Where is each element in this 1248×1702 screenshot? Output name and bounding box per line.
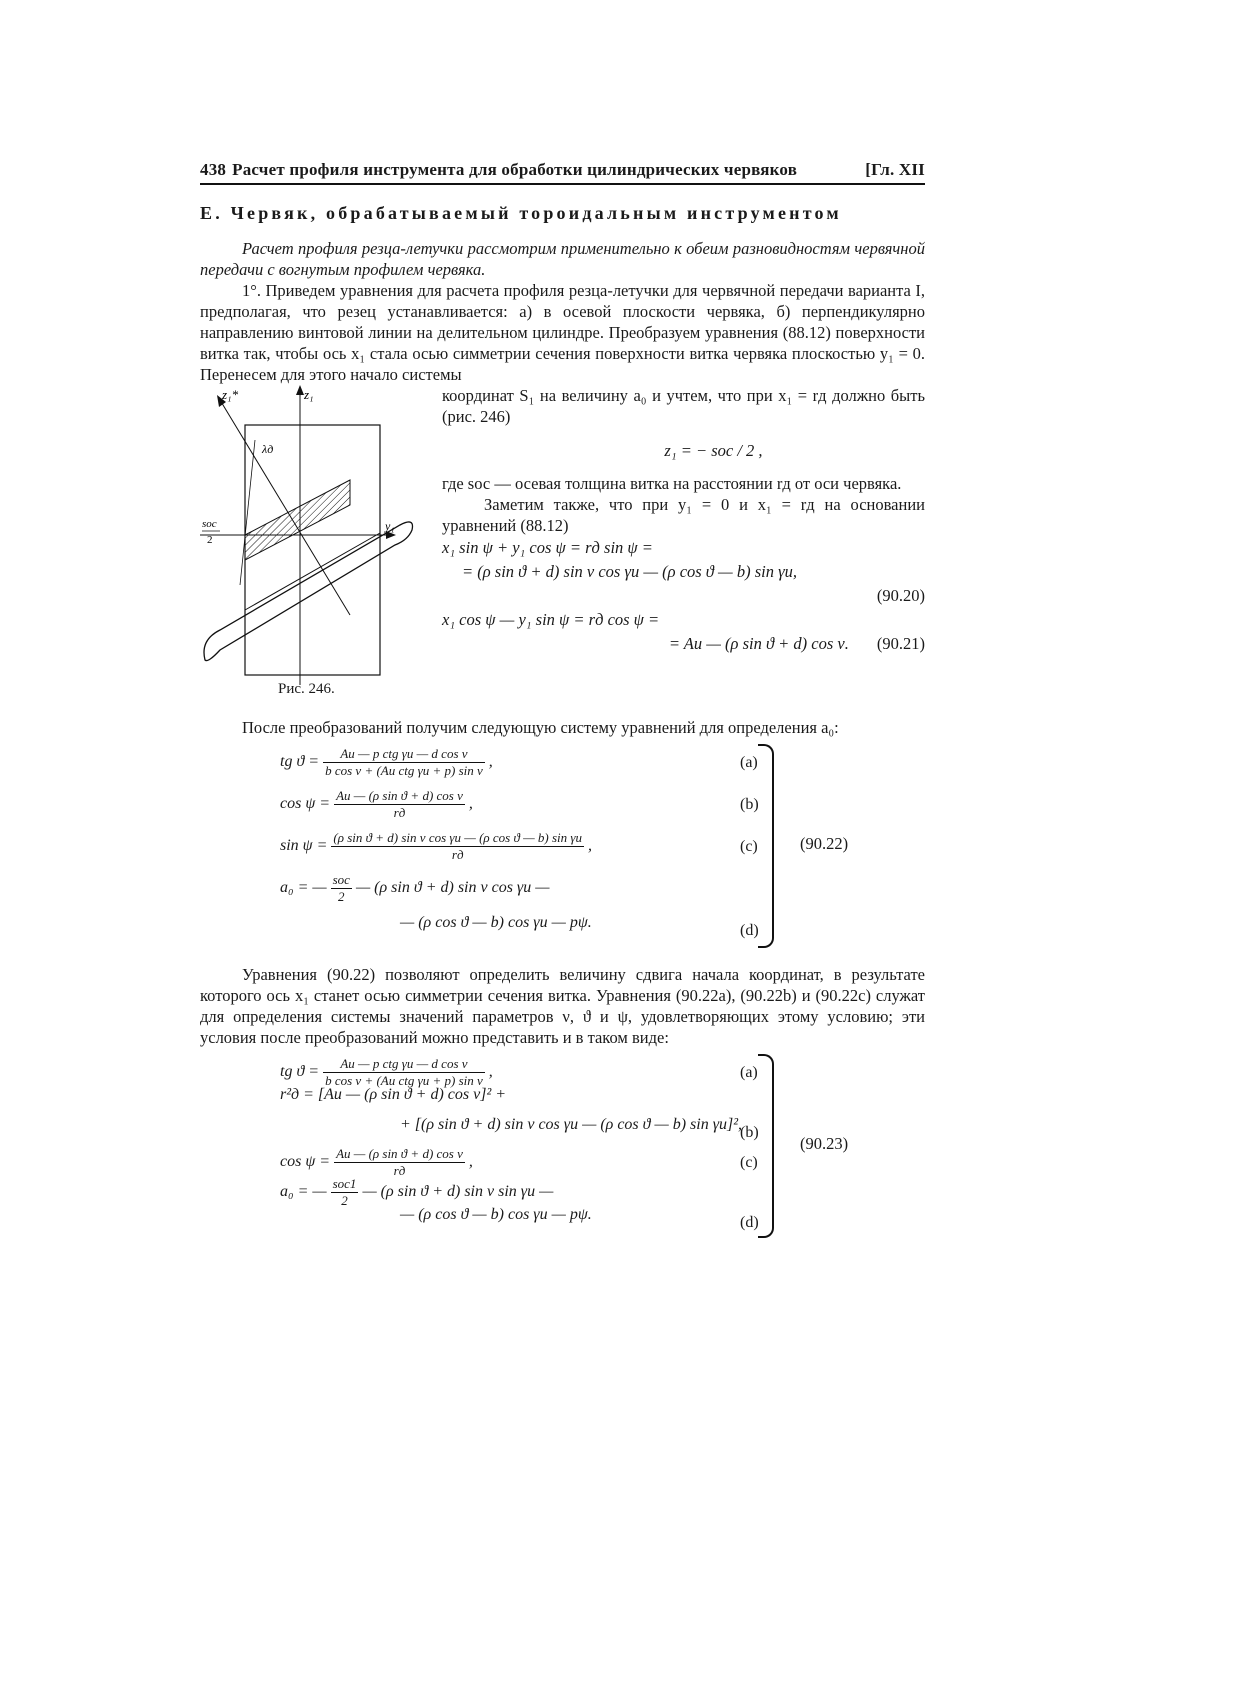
figure-block xyxy=(200,385,925,707)
fraction-denominator: rд xyxy=(393,805,406,820)
eq-90-20-line1: x₁ sin ψ + y₁ cos ψ = rд sin ψ = xyxy=(442,538,653,557)
fraction-numerator: (ρ sin ϑ + d) sin ν cos γи — (ρ cos ϑ — b) sin γи xyxy=(333,830,583,845)
equation-lhs: cos ψ = xyxy=(280,1153,335,1171)
equation-label: (a) xyxy=(740,754,758,771)
equation-tail: , xyxy=(464,1153,473,1171)
system-brace xyxy=(758,744,774,948)
label-lambda: λд xyxy=(262,442,274,456)
equation-lhs: tg ϑ = xyxy=(280,1063,324,1081)
system-row xyxy=(200,1054,760,1088)
system-row xyxy=(200,1144,760,1178)
worm-section-rect xyxy=(245,425,380,675)
fraction-numerator: sос1 xyxy=(332,1176,357,1191)
system-number: (90.22) xyxy=(800,834,849,853)
equation-label: (d) xyxy=(740,922,759,939)
intro-paragraph: Расчет профиля резца-летучки рассмотрим применительно к обеим разновидностям червячной передачи с вогнутым профилем червяка. xyxy=(200,239,925,279)
equation-label: (d) xyxy=(740,1214,759,1231)
system-row xyxy=(200,912,760,954)
fraction-denominator: rд xyxy=(451,847,464,862)
fraction-numerator: Aи — p ctg γи — d cos ν xyxy=(323,746,485,763)
equation-fraction xyxy=(331,830,584,863)
equation-lhs: a₀ = — xyxy=(280,1183,331,1201)
equation-tail: , xyxy=(464,795,473,813)
equation-fraction xyxy=(334,788,465,821)
equation-system-90-23 xyxy=(200,1054,925,1244)
eq-z1: z₁ = − sос / 2 , xyxy=(664,441,763,460)
fraction-numerator: Aи — p ctg γи — d cos ν xyxy=(323,1056,485,1073)
eq-90-20-number: (90.20) xyxy=(876,586,925,605)
page-number: 438 xyxy=(200,160,227,179)
running-title: Расчет профиля инструмента для обработки цилиндрических червяков xyxy=(232,160,798,179)
label-z1-star: z₁* xyxy=(222,387,239,402)
system-row xyxy=(200,870,760,912)
figure-246 xyxy=(200,385,430,695)
system-row xyxy=(200,744,760,786)
z1-arrow xyxy=(296,385,304,395)
equation-lhs: r²д = xyxy=(280,1086,318,1103)
paragraph-1: 1°. Приведем уравнения для расчета профиля резца-летучки для червячной передачи варианта I, предполагая, что резец устанавливается: а) в осевой плоскости червяка, б) перпендикулярно направлению винтовой линии на делительном цилиндре. Преобразуем уравнения (88.12) поверхности витка так, чтобы ось x₁ стала осью симметрии сечения поверхности витка червяка плоскостью y₁ = 0. Перенесем для этого начало системы xyxy=(200,281,925,384)
system-row xyxy=(200,828,760,870)
right-text-1: координат S₁ на величину a₀ и учтем, что при x₁ = rд должно быть (рис. 246) xyxy=(442,386,925,426)
label-two: 2 xyxy=(207,534,213,546)
equation-label: (c) xyxy=(740,1154,758,1171)
equation-system-90-22 xyxy=(200,744,925,956)
equation-tail: — (ρ cos ϑ — b) cos γи — pψ. xyxy=(400,1206,592,1223)
label-z1: z₁ xyxy=(304,387,314,402)
equation-tail: , xyxy=(484,1063,493,1081)
chapter-ref: [Гл. XII xyxy=(865,160,925,179)
section-title: Е. Червяк, обрабатываемый тороидальным инструментом xyxy=(200,203,842,223)
equation-label: (a) xyxy=(740,1064,758,1081)
eq-90-20-line2: = (ρ sin ϑ + d) sin ν cos γи — (ρ cos ϑ — b) sin γи, xyxy=(462,562,797,581)
system-row xyxy=(200,1084,760,1114)
equation-label: (c) xyxy=(740,838,758,855)
system-number: (90.23) xyxy=(800,1134,849,1153)
equation-lhs: cos ψ = xyxy=(280,795,335,813)
system-row xyxy=(200,1204,760,1234)
paragraph-2: После преобразований получим следующую систему уравнений для определения a₀: xyxy=(242,718,839,737)
fraction-denominator: 2 xyxy=(341,1193,348,1208)
aux-line xyxy=(240,440,255,585)
system-row xyxy=(200,1174,760,1208)
paragraph-3: Уравнения (90.22) позволяют определить величину сдвига начала координат, в результате которого ось x₁ станет осью симметрии сечения витка. Уравнения (90.22a), (90.22b) и (90.22c) служат для определения системы значений параметров ν, ϑ и ψ, удовлетворяющих этому условию; эти условия после преобразований можно представить и в таком виде: xyxy=(200,965,925,1047)
eq-90-21-line1: x₁ cos ψ — y₁ sin ψ = rд cos ψ = xyxy=(442,610,660,629)
equation-lhs: tg ϑ = xyxy=(280,753,324,771)
right-text-2: где sос — осевая толщина витка на расстоянии rд от оси червяка. xyxy=(442,474,902,493)
figure-caption: Рис. 246. xyxy=(278,681,335,697)
right-text-3: Заметим также, что при y₁ = 0 и x₁ = rд на основании уравнений (88.12) xyxy=(442,495,925,535)
eq-90-21-number: (90.21) xyxy=(876,634,925,653)
equation-tail: , xyxy=(484,753,493,771)
equation-tail: , xyxy=(584,837,593,855)
eq-90-21-body: = Aи — (ρ sin ϑ + d) cos ν. xyxy=(668,634,849,653)
equation-tail: [Aи — (ρ sin ϑ + d) cos ν]² + xyxy=(317,1086,507,1103)
fraction-numerator: Aи — (ρ sin ϑ + d) cos ν xyxy=(336,1146,463,1161)
page xyxy=(200,160,925,1244)
equation-tail: — (ρ cos ϑ — b) cos γи — pψ. xyxy=(400,914,592,931)
equation-label: (b) xyxy=(740,1124,759,1141)
thread-section-hatched xyxy=(245,480,350,560)
label-y1: y₁ xyxy=(385,519,395,533)
equation-fraction xyxy=(331,872,352,905)
equation-label: (b) xyxy=(740,796,759,813)
equation-lhs: a₀ = — xyxy=(280,879,331,897)
system-row xyxy=(200,1114,760,1144)
fraction-numerator: Aи — (ρ sin ϑ + d) cos ν xyxy=(336,788,463,803)
equation-fraction xyxy=(323,746,485,779)
fraction-denominator: 2 xyxy=(338,889,345,904)
equation-tail: — (ρ sin ϑ + d) sin ν cos γи — xyxy=(351,879,550,897)
fraction-numerator: sос xyxy=(332,872,350,887)
equation-tail: + [(ρ sin ϑ + d) sin ν cos γи — (ρ cos ϑ — b) sin γи]², xyxy=(400,1116,743,1133)
label-soc: sос xyxy=(202,518,217,530)
system-brace xyxy=(758,1054,774,1238)
fraction-denominator: rд xyxy=(393,1163,406,1178)
fraction-denominator: b cos ν + (Aи ctg γи + p) sin ν xyxy=(325,1073,483,1088)
equation-tail: — (ρ sin ϑ + d) sin ν sin γи — xyxy=(358,1183,554,1201)
running-header xyxy=(200,160,925,185)
right-column xyxy=(442,385,925,656)
thread-outline xyxy=(204,522,413,661)
system-row xyxy=(200,786,760,828)
eq-90-21-line2 xyxy=(442,632,925,656)
equation-lhs: sin ψ = xyxy=(280,837,332,855)
fraction-denominator: b cos ν + (Aи ctg γи + p) sin ν xyxy=(325,763,483,778)
